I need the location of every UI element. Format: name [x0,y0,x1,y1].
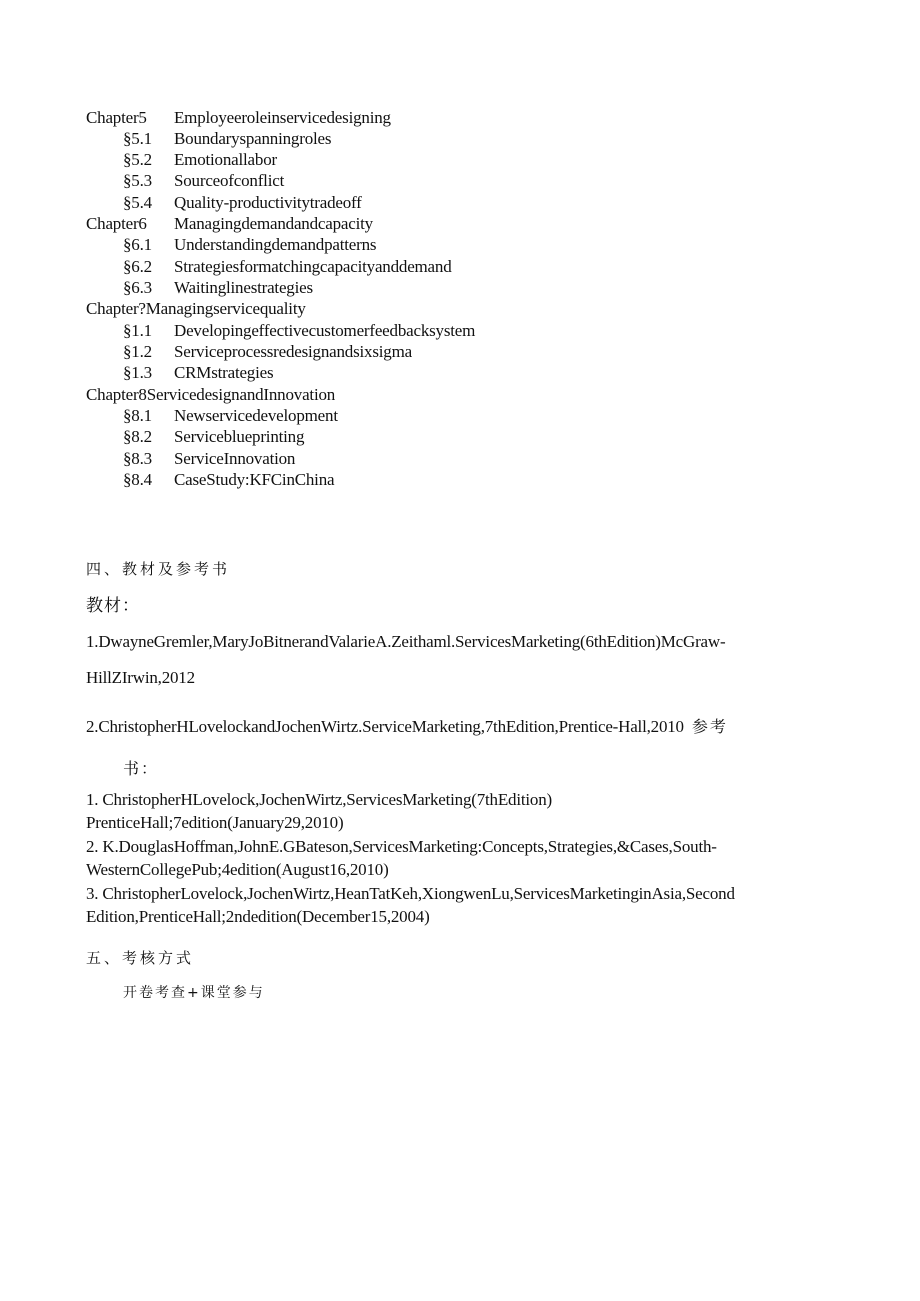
textbook-label: 教材： [86,596,140,616]
reference-books-label-part1: 参考 [691,717,728,736]
section-title: CRMstrategies [174,363,274,382]
chapter-heading-text: Chapter?Managingservicequality [86,299,306,318]
section-title: Developingeffectivecustomerfeedbacksystem [174,321,476,340]
section-number: §1.1 [123,321,152,340]
assessment-heading: 五、考核方式 [86,949,195,967]
section-title: Understandingdemandpatterns [174,235,377,254]
reference-item-continued: WesternCollegePub;4edition(August16,2010) [86,860,389,879]
section-number: §6.2 [123,257,152,276]
section-title: Waitinglinestrategies [174,278,313,297]
chapter-heading-text: Chapter8ServicedesignandInnovation [86,385,336,404]
section-number: §6.1 [123,235,152,254]
section-title: Strategiesformatchingcapacityanddemand [174,257,452,276]
section-title: Sourceofconflict [174,171,285,190]
section-title: Quality-productivitytradeoff [174,193,362,212]
reference-books-label-part2: 书： [123,759,160,778]
reference-item-continued: PrenticeHall;7edition(January29,2010) [86,813,344,832]
section-number: §5.3 [123,171,152,190]
section-number: §8.4 [123,470,152,489]
section-title: Serviceprocessredesignandsixsigma [174,342,412,361]
section-title: Emotionallabor [174,150,277,169]
section-number: §8.1 [123,406,152,425]
textbook-ref-2-line-1 [86,716,728,737]
section-title: CaseStudy:KFCinChina [174,470,335,489]
section-number: §1.2 [123,342,152,361]
reference-item: 3. ChristopherLovelock,JochenWirtz,HeanTatKeh,XiongwenLu,ServicesMarketinginAsia,Second [86,884,735,903]
reference-item: 2. K.DouglasHoffman,JohnE.GBateson,ServicesMarketing:Concepts,Strategies,&Cases,South- [86,837,717,856]
chapter-number: Chapter6 [86,214,147,233]
section-number: §8.3 [123,449,152,468]
section-title: Serviceblueprinting [174,427,305,446]
section-number: §1.3 [123,363,152,382]
textbook-ref-1-line-2: HillZIrwin,2012 [86,668,195,687]
section-number: §5.2 [123,150,152,169]
textbook-ref-2-text: 2.ChristopherHLovelockandJochenWirtz.ServiceMarketing,7thEdition,Prentice-Hall,2010 [86,717,684,736]
section-title: Newservicedevelopment [174,406,338,425]
section-title: ServiceInnovation [174,449,296,468]
section-number: §8.2 [123,427,152,446]
reference-item: 1. ChristopherHLovelock,JochenWirtz,ServicesMarketing(7thEdition) [86,790,552,809]
section-number: §6.3 [123,278,152,297]
textbook-ref-1-line-1: 1.DwayneGremler,MaryJoBitnerandValarieA.Zeithaml.ServicesMarketing(6thEdition)McGraw- [86,632,726,651]
reference-item-continued: Edition,PrenticeHall;2ndedition(December15,2004) [86,907,430,926]
chapter-title: Managingdemandandcapacity [174,214,373,233]
chapter-title: Employeeroleinservicedesigning [174,108,391,127]
textbooks-heading: 四、教材及参考书 [86,560,231,578]
section-title: Boundaryspanningroles [174,129,332,148]
section-number: §5.4 [123,193,152,212]
chapter-number: Chapter5 [86,108,147,127]
assessment-method: 开卷考查+课堂参与 [123,985,265,1001]
section-number: §5.1 [123,129,152,148]
